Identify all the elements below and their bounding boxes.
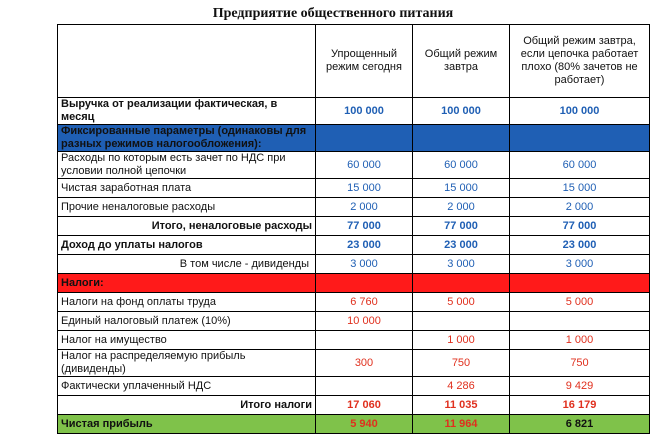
cell-value: 10 000 <box>316 312 413 331</box>
cell-value: 77 000 <box>413 217 510 236</box>
cell-empty <box>316 274 413 293</box>
cell-value: 77 000 <box>316 217 413 236</box>
cell-value: 5 000 <box>510 293 650 312</box>
cell-value: 6 821 <box>510 415 650 434</box>
table-row-vat-paid <box>58 377 650 396</box>
cell-value: 77 000 <box>510 217 650 236</box>
table-row-property-tax <box>58 331 650 350</box>
page-title: Предприятие общественного питания <box>212 6 454 21</box>
table-row-revenue <box>58 98 650 125</box>
cell-value <box>510 312 650 331</box>
table-row-net-salary <box>58 179 650 198</box>
cell-value: 1 000 <box>510 331 650 350</box>
table-row-fixed-header <box>58 125 650 152</box>
row-label: Налог на распределяемую прибыль (дивиденды) <box>58 350 316 377</box>
cell-value: 750 <box>413 350 510 377</box>
table-row-total-taxes <box>58 396 650 415</box>
row-label: В том числе - дивиденды <box>58 255 316 274</box>
cell-value: 17 060 <box>316 396 413 415</box>
cell-value: 100 000 <box>510 98 650 125</box>
tax-comparison-table <box>57 24 650 434</box>
table-row-net-profit <box>58 415 650 434</box>
cell-value: 2 000 <box>316 198 413 217</box>
cell-value: 4 286 <box>413 377 510 396</box>
cell-value <box>413 312 510 331</box>
row-label: Доход до уплаты налогов <box>58 236 316 255</box>
cell-value: 1 000 <box>413 331 510 350</box>
cell-value: 6 760 <box>316 293 413 312</box>
row-label: Налог на имущество <box>58 331 316 350</box>
table-row-pretax-income <box>58 236 650 255</box>
cell-empty <box>510 125 650 152</box>
row-label: Чистая прибыль <box>58 415 316 434</box>
table-row-other-expenses <box>58 198 650 217</box>
cell-value: 100 000 <box>413 98 510 125</box>
section-header-label: Фиксированные параметры (одинаковы для разных режимов налогообложения): <box>58 125 316 152</box>
cell-value: 9 429 <box>510 377 650 396</box>
row-label: Налоги на фонд оплаты труда <box>58 293 316 312</box>
row-label: Расходы по которым есть зачет по НДС при условии полной цепочки <box>58 152 316 179</box>
cell-value: 3 000 <box>510 255 650 274</box>
table-row-payroll-tax <box>58 293 650 312</box>
header-empty-cell <box>58 25 316 98</box>
table-row-taxes-header <box>58 274 650 293</box>
row-label: Фактически уплаченный НДС <box>58 377 316 396</box>
cell-value: 23 000 <box>316 236 413 255</box>
row-label: Прочие неналоговые расходы <box>58 198 316 217</box>
row-label: Чистая заработная плата <box>58 179 316 198</box>
column-header-simplified-today: Упрощенный режим сегодня <box>316 25 413 98</box>
table-row-dividends <box>58 255 650 274</box>
cell-value: 2 000 <box>413 198 510 217</box>
cell-value: 23 000 <box>413 236 510 255</box>
cell-value: 15 000 <box>316 179 413 198</box>
row-label: Выручка от реализации фактическая, в месяц <box>58 98 316 125</box>
cell-value: 11 964 <box>413 415 510 434</box>
cell-value: 11 035 <box>413 396 510 415</box>
cell-value: 15 000 <box>413 179 510 198</box>
cell-empty <box>413 274 510 293</box>
row-label: Единый налоговый платеж (10%) <box>58 312 316 331</box>
cell-empty <box>510 274 650 293</box>
cell-value: 5 000 <box>413 293 510 312</box>
cell-empty <box>413 125 510 152</box>
cell-value: 5 940 <box>316 415 413 434</box>
cell-value: 16 179 <box>510 396 650 415</box>
cell-value: 3 000 <box>316 255 413 274</box>
cell-value: 15 000 <box>510 179 650 198</box>
cell-empty <box>316 125 413 152</box>
row-label: Итого, неналоговые расходы <box>58 217 316 236</box>
row-label: Итого налоги <box>58 396 316 415</box>
column-header-general-tomorrow: Общий режим завтра <box>413 25 510 98</box>
table-row-single-tax <box>58 312 650 331</box>
cell-value: 100 000 <box>316 98 413 125</box>
table-row-profit-tax <box>58 350 650 377</box>
cell-value: 60 000 <box>510 152 650 179</box>
cell-value: 750 <box>510 350 650 377</box>
cell-value: 60 000 <box>316 152 413 179</box>
cell-value: 60 000 <box>413 152 510 179</box>
table-row-vat-expenses <box>58 152 650 179</box>
cell-value: 2 000 <box>510 198 650 217</box>
cell-value: 3 000 <box>413 255 510 274</box>
table-row-total-nontax <box>58 217 650 236</box>
cell-value: 300 <box>316 350 413 377</box>
table-header-row <box>58 25 650 98</box>
cell-value <box>316 331 413 350</box>
column-header-general-bad-chain: Общий режим завтра, если цепочка работает плохо (80% зачетов не работает) <box>510 25 650 98</box>
section-header-label: Налоги: <box>58 274 316 293</box>
cell-value: 23 000 <box>510 236 650 255</box>
cell-value <box>316 377 413 396</box>
